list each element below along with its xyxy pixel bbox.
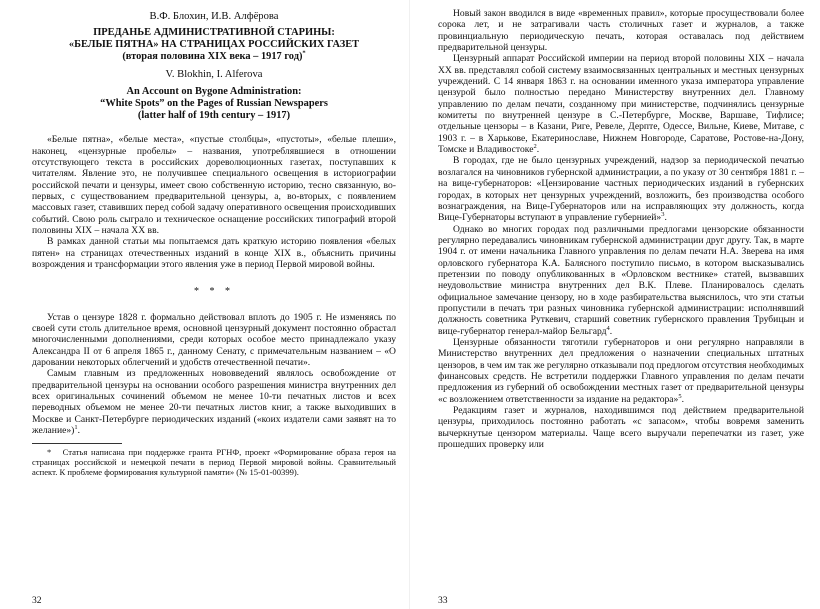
footnote-mark: *	[47, 446, 52, 457]
left-paragraph-4: Самым главным из предложенных нововведений являлось освобождение от предварительной цензуры на основании особого разрешения министра внутренних дел всех оригинальных сочинений объемом не менее 10-ти печатных листов и всех переводных объемом не менее 20-ти печатных листов книг, а также выходивших в Москве и Санкт-Петербурге периодических изданий («коих издатели сами заявят на то желание»)$^1$.	[32, 368, 396, 437]
left-paragraph-2: В рамках данной статьи мы попытаемся дать краткую историю появления «белых пятен» на страницах отечественных изданий в конце XIX в., объяснить причины возрождения и трансформации этого явления уже в период Первой мировой войны.	[32, 236, 396, 271]
footnote-ref-5: 5	[678, 392, 682, 400]
title-ru-line-3	[32, 51, 396, 63]
title-en-line-3: (latter half of 19th century – 1917)	[137, 109, 291, 121]
left-paragraph-4-text: Самым главным из предложенных нововведений являлось освобождение от предварительной цензуры на основании особого разрешения министра внутренних дел всех оригинальных сочинений объемом не менее 10-ти печатных листов и всех переводных объемом не менее 20-ти печатных листов книг, а также выходивших в Москве и Санкт-Петербурге периодических изданий («коих издатели сами заявят на то желание»)	[32, 368, 396, 437]
right-paragraph-3: В городах, где не было цензурных учреждений, надзор за периодической печатью возлагался на чиновников губернской администрации, а по указу от 30 сентября 1881 г. – на вице-губернаторов: «Цензирование частных периодических изданий в губернских городах, в которых нет цензурных учреждений, возложить, без производства особого вознаграждения, на Вице-Губернаторов или на исправляющих эту должность, когда Вице-Губернаторы вступают в управление губернией»$^3$.	[438, 155, 804, 224]
footnote-ref-1: 1	[74, 423, 78, 431]
right-paragraph-2: Цензурный аппарат Российской империи на период второй половины XIX – начала XX вв. представлял собой систему взаимосвязанных центральных и местных цензурных учреждений. С 14 января 1863 г. на основании именного указа императора управление цензурой было полностью передано Министерству внутренних дел. Главному управлению по делам печати, созданному при министерстве, подчинялись цензурные комитеты по внутренней цензуре в С.-Петербурге, Москве, Варшаве, Тифлисе; отдельные цензоры – в Казани, Риге, Ревеле, Дерпте, Одессе, Вильне, Киеве, Митаве, с 1903 г. – в Харькове, Екатеринославе, Нижнем Новгороде, Саратове, Ростове-на-Дону, Томске и Владивостоке$^2$.	[438, 53, 804, 156]
footnote-divider	[32, 443, 122, 444]
left-column	[32, 8, 396, 477]
title-ru	[32, 27, 396, 62]
right-paragraph-5: Цензурные обязанности тяготили губернаторов и они регулярно направляли в Министерство внутренних дел предложения о назначении специальных штатных цензоров, в чем им так же регулярно отказывали под предлогом отсутствия необходимых финансовых средств. Не встретили поддержки Главного управления по делам печати предложения из губерний об освобождении местных газет от предварительной цензуры «с возложением ответственности за издание на редактора»$^5$.	[438, 336, 804, 405]
title-en-line-1: An Account on Bygone Administration:	[126, 86, 302, 98]
title-en	[32, 86, 396, 121]
title-ru-line-1: ПРЕДАНЬЕ АДМИНИСТРАТИВНОЙ СТАРИНЫ:	[93, 27, 335, 39]
footnote-ref-3: 3	[661, 211, 665, 218]
page-number-left: 32	[32, 595, 42, 606]
footnote-ref-2: 2	[533, 142, 537, 150]
right-paragraph-4-text: Однако во многих городах под различными предлогами цензорские обязанности регулярно передавались чиновникам губернской администрации друг другу. Так, в марте 1904 г. от имени начальника Главного управления по делам печати Н.А. Зверева на имя орловского губернатора К.А. Балясного поступило письмо, в котором высказывались претензии по поводу опубликованных в «Орловском вестнике» статей, вызвавших неудовольствие министра внутренних дел В.К. Плеве. Планировалось сделать официальное замечание цензору, но в ходе разбирательства выяснилось, что эти статьи пропустили в печать три разных чиновника губернской администрации: исполнявший должность советника Руткевич, старший советник губернского правления Трубицын и вице-губернатор генерал-майор Бельгард	[438, 223, 804, 337]
footnote	[32, 447, 396, 478]
right-paragraph-1: Новый закон вводился в виде «временных правил», которые просуществовали более сорока лет, и не затрагивали часть столичных газет и журналов, а также провинциальную периодическую печать, которая оставалась под действием предварительной цензуры.	[438, 8, 804, 54]
right-paragraph-6: Редакциям газет и журналов, находившимся под действием предварительной цензуры, приходилось постоянно работать «с запасом», чтобы вовремя заменить вычеркнутые цензором материалы. Чаще всего выручали перепечатки из газет, уже прошедших проверку или	[438, 405, 804, 451]
right-paragraph-4: Однако во многих городах под различными предлогами цензорские обязанности регулярно передавались чиновникам губернской администрации друг другу. Так, в марте 1904 г. от имени начальника Главного управления по делам печати Н.А. Зверева на имя орловского губернатора К.А. Балясного поступило письмо, в котором высказывались претензии по поводу опубликованных в «Орловском вестнике» статей, вызвавших неудовольствие министра внутренних дел В.К. Плеве. Планировалось сделать официальное замечание цензору, но в ходе разбирательства выяснилось, что эти статьи пропустили в печать три разных чиновника губернской администрации: исполнявший должность советника Руткевич, старший советник губернского правления Трубицын и вице-губернатор генерал-майор Бельгард$^4$.	[438, 223, 804, 337]
right-column	[438, 8, 804, 450]
footnote-text: Статья написана при поддержке гранта РГНФ, проект «Формирование образа героя на страницах российской и немецкой печати в период Первой мировой войны. Сравнительный аспект. К проблеме формирования культурной памяти» (№ 15-01-00399).	[32, 446, 396, 477]
footnote-ref-4: 4	[606, 324, 610, 332]
section-separator: * * *	[194, 286, 234, 298]
right-paragraph-3-text: В городах, где не было цензурных учреждений, надзор за периодической печатью возлагался на чиновников губернской администрации, а по указу от 30 сентября 1881 г. – на вице-губернаторов: «Цензирование частных периодических изданий в губернских городах, в которых нет цензурных учреждений, возложить, без производства особого вознаграждения, на Вице-Губернаторов или на исправляющих эту должность, когда Вице-Губернаторы вступают в управление губернией»	[438, 155, 804, 224]
right-paragraph-2-text: Цензурный аппарат Российской империи на период второй половины XIX – начала XX вв. представлял собой систему взаимосвязанных центральных и местных цензурных учреждений. С 14 января 1863 г. на основании именного указа императора управление цензурой было полностью передано Министерству внутренних дел. Главному управлению по делам печати, созданному при министерстве, подчинялись цензурные комитеты по внутренней цензуре в С.-Петербурге, Москве, Варшаве, Тифлисе; отдельные цензоры – в Казани, Риге, Ревеле, Дерпте, Одессе, Вильне, Киеве, Митаве, с 1903 г. – в Харькове, Екатеринославе, Нижнем Новгороде, Саратове, Ростове-на-Дону, Томске и Владивостоке	[438, 53, 804, 156]
page-number-right: 33	[438, 595, 448, 606]
authors-en: V. Blokhin, I. Alferova	[165, 69, 263, 81]
title-ru-line-3-text: (вторая половина XIX века – 1917 год)	[122, 50, 303, 62]
left-paragraph-3: Устав о цензуре 1828 г. формально действовал вплоть до 1905 г. Не изменяясь по своей сути столь длительное время, основной цензурный документ постоянно обрастал многочисленными дополнениями, среди которых особое место принадлежало указу Александра II от 6 апреля 1865 г., данному Сенату, с примечательным названием – «О даровании некоторых облегчений и удобств отечественной печати».	[32, 311, 396, 369]
right-page	[410, 0, 820, 609]
authors-ru: В.Ф. Блохин, И.В. Алфёрова	[149, 11, 279, 22]
title-ru-line-2: «БЕЛЫЕ ПЯТНА» НА СТРАНИЦАХ РОССИЙСКИХ ГАЗЕТ	[68, 38, 360, 50]
left-paragraph-1: «Белые пятна», «белые места», «пустые столбцы», «пустоты», «белые плеши», наконец, «цензурные пробелы» – названия, употреблявшиеся в отношении отсутствующего текста в российских дореволюционных газетах, поступавших к читателям. Явление это, не получившее специального освещения в историографии российской печати и цензуры, имеет свою собственную историю, тесно связанную, во-первых, с существованием предварительной цензуры, а, во-вторых, с появлением массовых газет, ставивших перед собой задачу оперативного освещения происходивших событий. Свою роль сыграло и техническое оснащение российских типографий второй половины XIX – начала XX вв.	[32, 134, 396, 236]
right-paragraph-5-text: Цензурные обязанности тяготили губернаторов и они регулярно направляли в Министерство внутренних дел предложения о назначении специальных штатных цензоров, в чем им так же регулярно отказывали под предлогом отсутствия необходимых финансовых средств. Не встретили поддержки Главного управления по делам печати предложения из губерний об освобождении местных газет от предварительной цензуры «с возложением ответственности за издание на редактора»	[438, 336, 804, 405]
title-en-line-2: “White Spots” on the Pages of Russian Newspapers	[100, 98, 328, 110]
title-footnote-mark: *	[302, 49, 306, 57]
